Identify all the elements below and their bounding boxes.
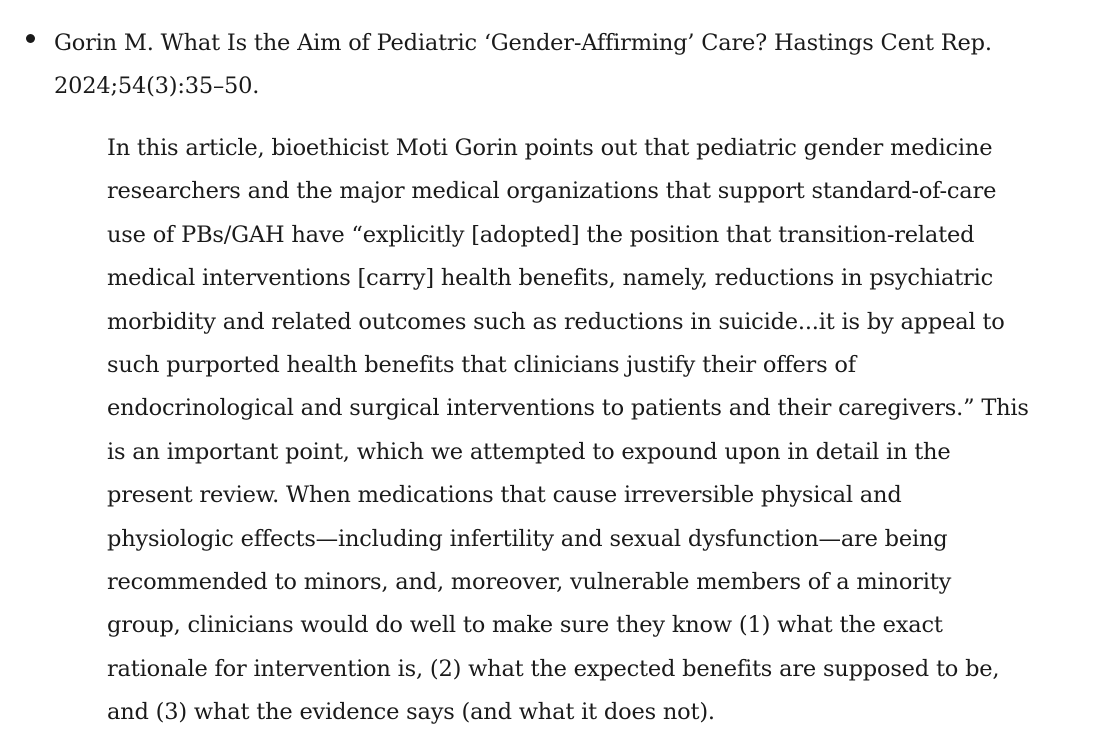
- citation-line: 2024;54(3):35–50.: [54, 73, 260, 99]
- annotation-line: rationale for intervention is, (2) what the expected benefits are supposed to be,: [107, 655, 1000, 682]
- bullet-icon: [26, 34, 35, 43]
- reference-annotation: [107, 127, 1097, 735]
- annotation-line: endocrinological and surgical interventions to patients and their caregivers.” This: [107, 395, 1029, 422]
- annotation-line: use of PBs/GAH have “explicitly [adopted] the position that transition-related: [107, 221, 975, 248]
- annotation-line: morbidity and related outcomes such as reductions in suicide...it is by appeal to: [107, 308, 1005, 335]
- annotation-line: group, clinicians would do well to make sure they know (1) what the exact: [107, 612, 943, 639]
- annotation-line: physiologic effects—including infertility and sexual dysfunction—are being: [107, 525, 948, 552]
- reference-citation: [54, 22, 1094, 108]
- annotation-line: medical interventions [carry] health benefits, namely, reductions in psychiatric: [107, 265, 994, 292]
- annotation-line: and (3) what the evidence says (and what it does not).: [107, 699, 715, 726]
- annotation-line: present review. When medications that cause irreversible physical and: [107, 482, 902, 509]
- annotation-line: In this article, bioethicist Moti Gorin points out that pediatric gender medicine: [107, 135, 993, 161]
- annotation-line: recommended to minors, and, moreover, vulnerable members of a minority: [107, 569, 952, 596]
- annotation-line: is an important point, which we attempted to expound upon in detail in the: [107, 438, 951, 465]
- citation-line: Gorin M. What Is the Aim of Pediatric ‘Gender-Affirming’ Care? Hastings Cent Rep.: [54, 30, 992, 56]
- annotation-line: such purported health benefits that clinicians justify their offers of: [107, 352, 856, 379]
- annotation-line: researchers and the major medical organizations that support standard-of-care: [107, 178, 997, 205]
